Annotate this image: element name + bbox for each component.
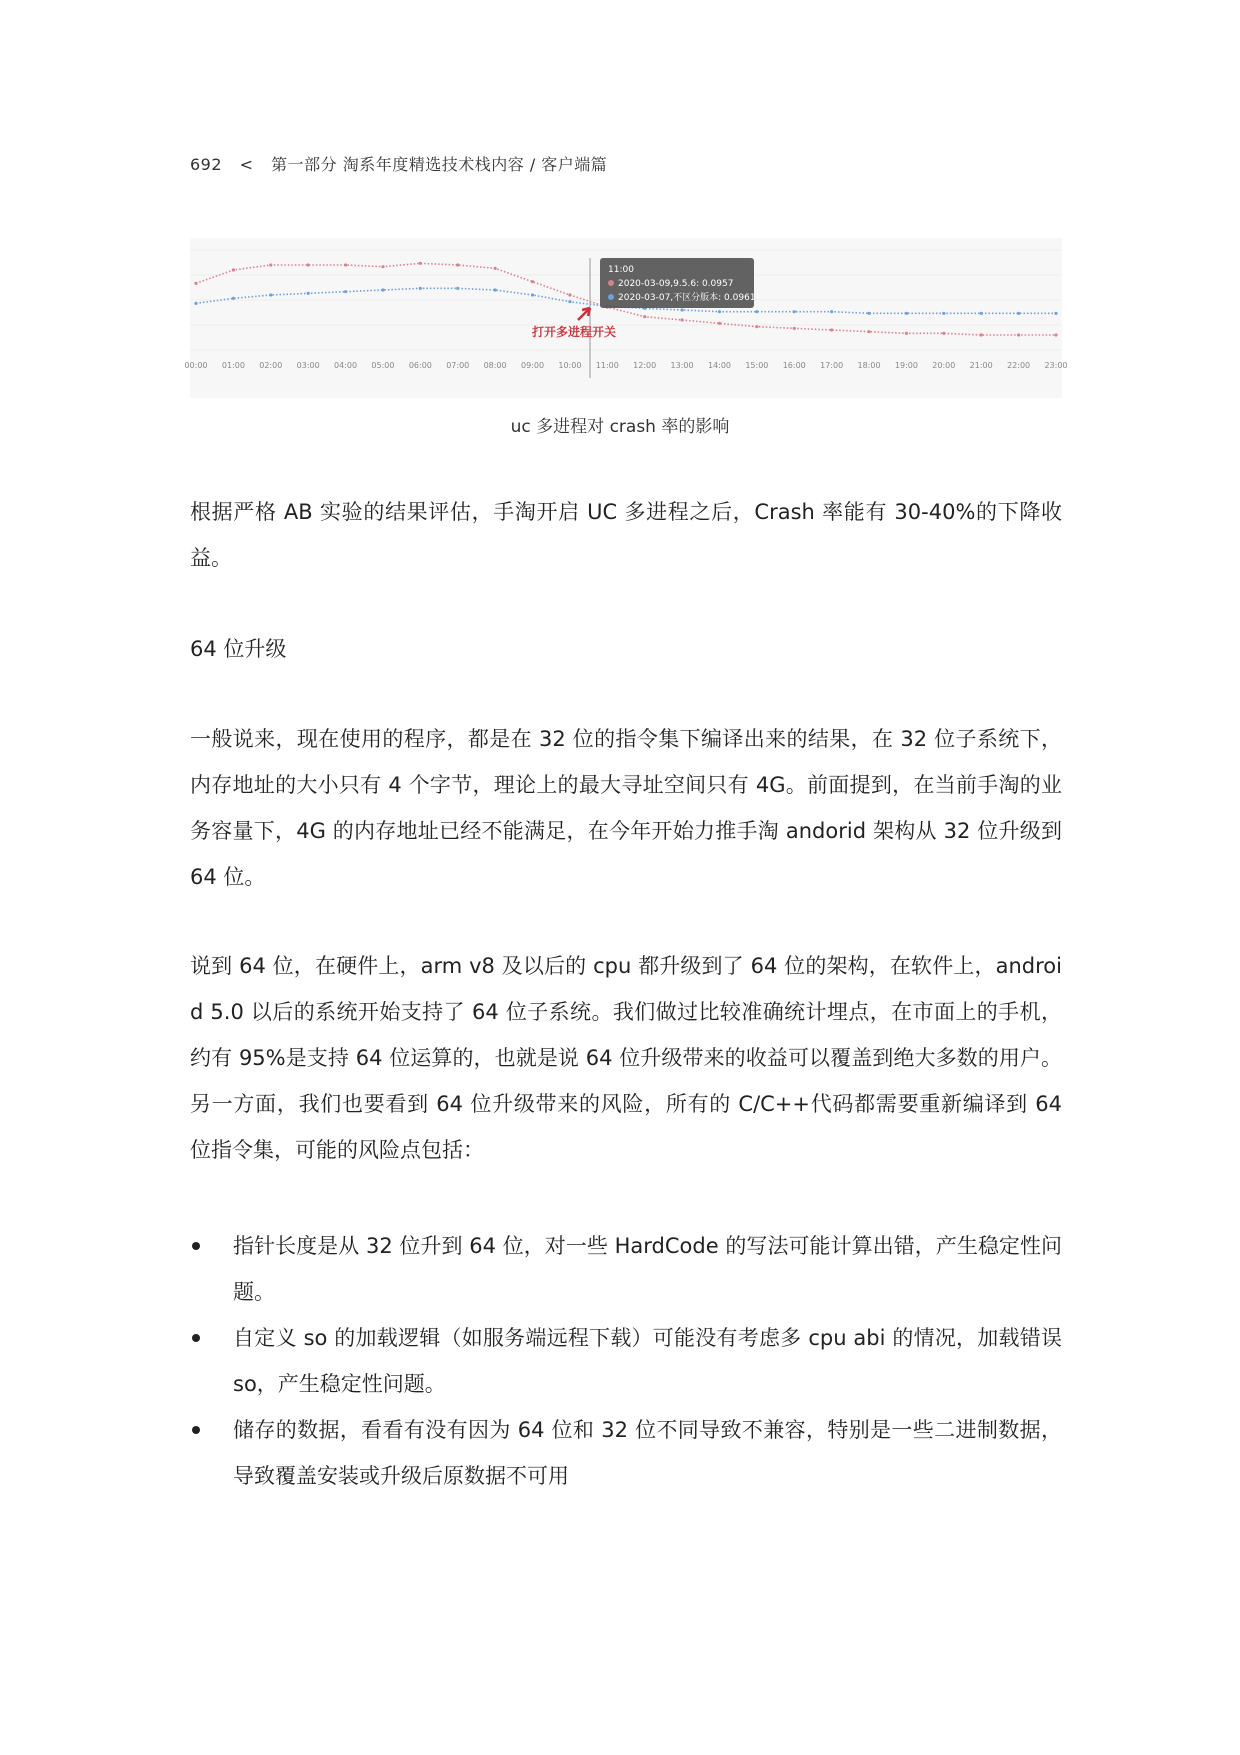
data-point xyxy=(568,300,571,303)
list-item xyxy=(190,1315,1062,1407)
data-point xyxy=(531,293,534,296)
x-tick-label: 06:00 xyxy=(408,361,432,370)
data-point xyxy=(1017,312,1020,315)
data-point xyxy=(232,268,235,271)
data-point xyxy=(381,265,384,268)
x-tick-label: 10:00 xyxy=(558,361,582,370)
data-point xyxy=(1017,333,1020,336)
page-number: 692 xyxy=(190,155,223,174)
x-tick-label: 14:00 xyxy=(707,361,732,370)
data-point xyxy=(830,310,833,313)
tooltip-line1: 2020-03-09,9.5.6: 0.0957 xyxy=(618,279,734,289)
list-item-text: 自定义 so 的加载逻辑（如服务端远程下载）可能没有考虑多 cpu abi 的情况，加载错误 so，产生稳定性问题。 xyxy=(233,1326,1062,1396)
tooltip-blue-dot xyxy=(608,294,614,300)
x-tick-label: 11:00 xyxy=(595,361,619,370)
annotation-label: 打开多进程开关 xyxy=(532,325,617,339)
data-point xyxy=(307,263,310,266)
x-tick-label: 05:00 xyxy=(371,361,395,370)
running-header xyxy=(190,152,619,175)
data-point xyxy=(867,330,870,333)
data-point xyxy=(419,262,422,265)
data-point xyxy=(344,290,347,293)
x-tick-label: 12:00 xyxy=(633,361,657,370)
tooltip xyxy=(600,258,756,308)
figure-caption: uc 多进程对 crash 率的影响 xyxy=(510,417,730,437)
chart-canvas xyxy=(184,238,1068,398)
data-point xyxy=(419,287,422,290)
data-point xyxy=(905,332,908,335)
x-tick-label: 22:00 xyxy=(1007,361,1031,370)
data-point xyxy=(344,263,347,266)
data-point xyxy=(755,310,758,313)
x-tick-label: 16:00 xyxy=(782,361,806,370)
data-point xyxy=(980,312,983,315)
data-point xyxy=(1054,333,1057,336)
bullet-icon xyxy=(192,1242,200,1250)
x-tick-label: 09:00 xyxy=(520,361,545,370)
data-point xyxy=(942,312,945,315)
data-point xyxy=(755,325,758,328)
data-point xyxy=(381,288,384,291)
data-point xyxy=(194,302,197,305)
x-tick-label: 04:00 xyxy=(334,361,358,370)
x-tick-label: 03:00 xyxy=(296,361,320,370)
data-point xyxy=(232,297,235,300)
list-item xyxy=(190,1407,1062,1499)
data-point xyxy=(718,310,721,313)
x-tick-label: 13:00 xyxy=(670,361,694,370)
data-point xyxy=(942,332,945,335)
x-tick-label: 01:00 xyxy=(221,361,245,370)
list-item-text: 储存的数据，看看有没有因为 64 位和 32 位不同导致不兼容，特别是一些二进制数据，导致覆盖安装或升级后原数据不可用 xyxy=(233,1418,1062,1488)
data-point xyxy=(1054,312,1057,315)
data-point xyxy=(793,310,796,313)
section-heading: 64 位升级 xyxy=(190,637,287,661)
data-point xyxy=(867,312,870,315)
data-point xyxy=(680,318,683,321)
x-tick-label: 08:00 xyxy=(483,361,507,370)
list-item-text: 指针长度是从 32 位升到 64 位，对一些 HardCode 的写法可能计算出错，产生稳定性问题。 xyxy=(233,1234,1062,1304)
data-point xyxy=(980,333,983,336)
tooltip-line2: 2020-03-07,不区分版本: 0.0961 xyxy=(618,293,756,303)
x-tick-label: 15:00 xyxy=(745,361,769,370)
data-point xyxy=(680,308,683,311)
data-point xyxy=(494,288,497,291)
x-tick-label: 18:00 xyxy=(857,361,881,370)
data-point xyxy=(531,280,534,283)
x-tick-label: 07:00 xyxy=(446,361,470,370)
x-tick-label: 19:00 xyxy=(894,361,918,370)
data-point xyxy=(269,293,272,296)
data-point xyxy=(643,315,646,318)
tooltip-red-dot xyxy=(608,280,614,286)
data-point xyxy=(718,322,721,325)
section-title: 第一部分 淘系年度精选技术栈内容 / 客户端篇 xyxy=(271,155,608,174)
data-point xyxy=(905,312,908,315)
paragraph-32bit-limits: 一般说来，现在使用的程序，都是在 32 位的指令集下编译出来的结果，在 32 位子系统下，内存地址的大小只有 4 个字节，理论上的最大寻址空间只有 4G。前面提到，在当前手淘的业务容量下，4G 的内存地址已经不能满足，在今年开始力推手淘 andorid 架构从 32 位升级到 64 位。 xyxy=(190,727,1062,889)
x-tick-label: 23:00 xyxy=(1044,361,1068,370)
x-tick-label: 17:00 xyxy=(820,361,844,370)
x-tick-label: 21:00 xyxy=(969,361,993,370)
risk-list xyxy=(190,1223,1062,1499)
x-tick-label: 20:00 xyxy=(932,361,956,370)
paragraph-ab-result: 根据严格 AB 实验的结果评估，手淘开启 UC 多进程之后，Crash 率能有 30-40%的下降收益。 xyxy=(190,500,1062,570)
data-point xyxy=(194,282,197,285)
x-tick-label: 00:00 xyxy=(184,361,208,370)
list-item xyxy=(190,1223,1062,1315)
paragraph-64bit-overview: 说到 64 位，在硬件上，arm v8 及以后的 cpu 都升级到了 64 位的架构，在软件上，android 5.0 以后的系统开始支持了 64 位子系统。我们做过比较准确统计埋点，在市面上的手机，约有 95%是支持 64 位运算的，也就是说 64 位升级带来的收益可以覆盖到绝大多数的用户。另一方面，我们也要看到 64 位升级带来的风险，所有的 C/C++代码都需要重新编译到 64 位指令集，可能的风险点包括： xyxy=(190,954,1062,1162)
data-point xyxy=(456,287,459,290)
data-point xyxy=(456,263,459,266)
chevron-left-icon: < xyxy=(239,155,254,174)
bullet-icon xyxy=(192,1426,200,1434)
data-point xyxy=(830,328,833,331)
x-tick-label: 02:00 xyxy=(259,361,283,370)
data-point xyxy=(269,263,272,266)
bullet-icon xyxy=(192,1334,200,1342)
tooltip-time: 11:00 xyxy=(608,265,634,275)
data-point xyxy=(494,267,497,270)
crash-rate-chart xyxy=(184,238,1068,398)
data-point xyxy=(793,327,796,330)
data-point xyxy=(568,293,571,296)
data-point xyxy=(307,292,310,295)
